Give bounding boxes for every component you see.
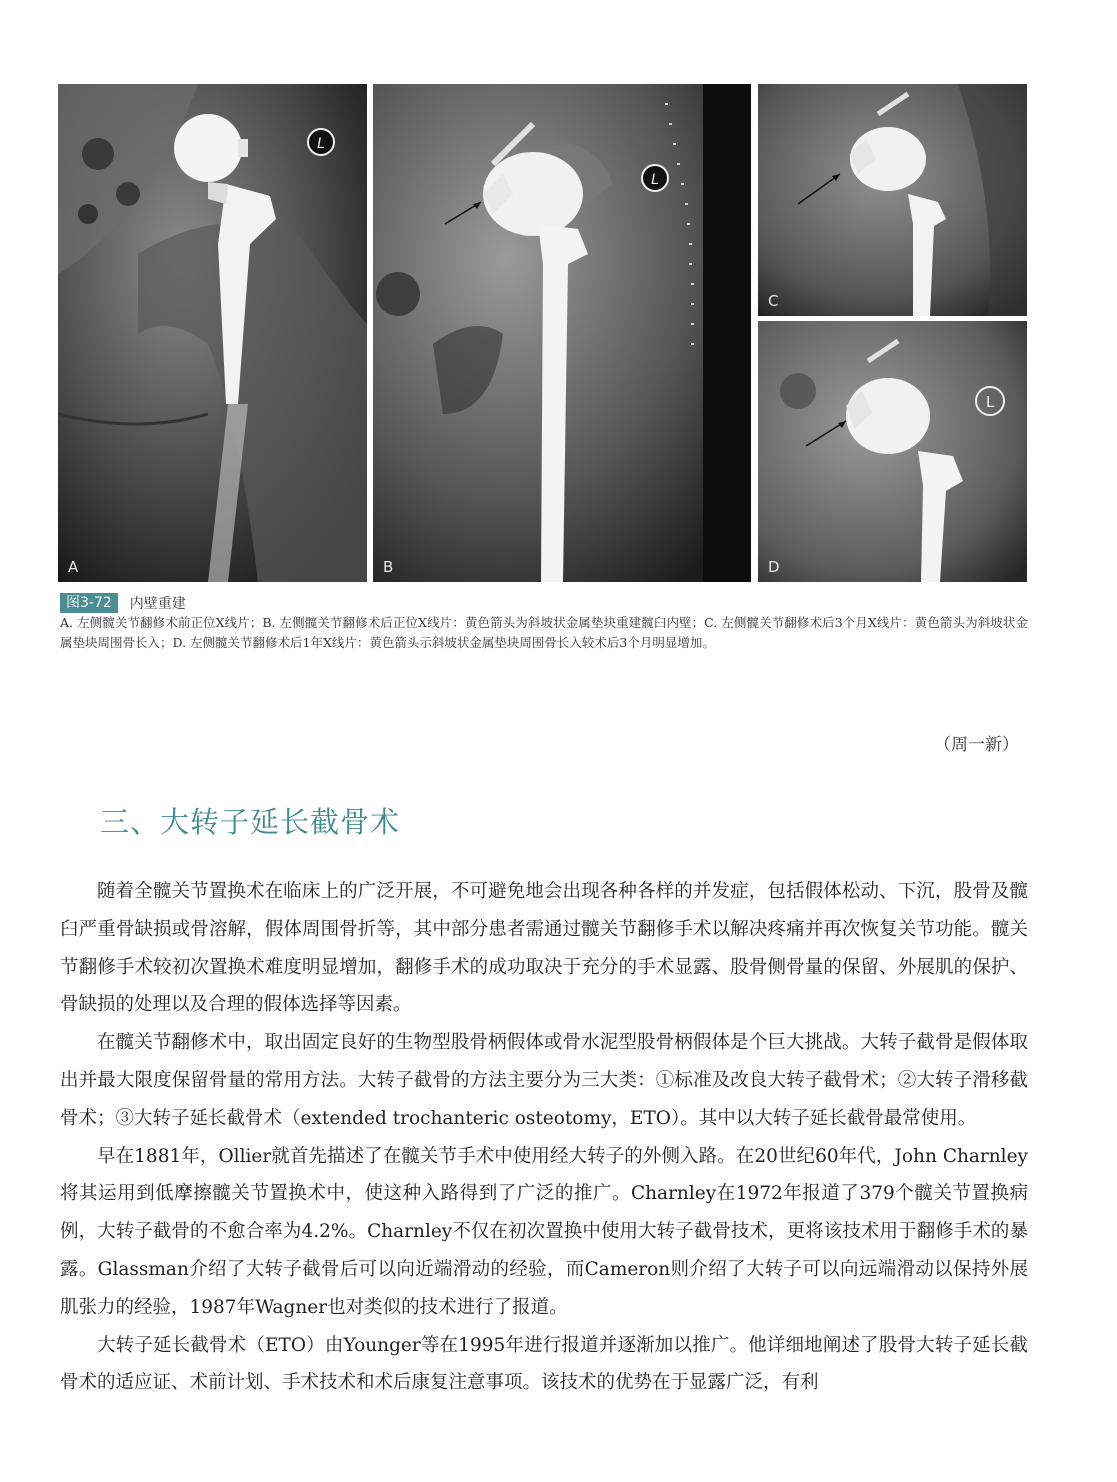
xray-image-a	[58, 84, 367, 582]
svg-text:L: L	[317, 136, 325, 152]
paragraph: 大转子延长截骨术（ETO）由Younger等在1995年进行报道并逐渐加以推广。他详细地阐述了股骨大转子延长截骨术的适应证、术前计划、手术技术和术后康复注意事项。该技术的优势在于显露广泛，有利	[60, 1334, 1028, 1394]
panel-letter-d: D	[768, 558, 780, 576]
panel-letter-c: C	[768, 292, 779, 310]
xray-image-b	[373, 84, 751, 582]
body-text	[60, 873, 1028, 1402]
figure-caption: A. 左侧髋关节翻修术前正位X线片；B. 左侧髋关节翻修术后正位X线片：黄色箭头为斜坡状金属垫块重建髋臼内壁；C. 左侧髋关节翻修术后3个月X线片：黄色箭头为斜坡状金属垫块周围骨长入；D. 左侧髋关节翻修术后1年X线片：黄色箭头示斜坡状金属垫块周围骨长入较术后3个月明显增加。	[60, 615, 1028, 650]
svg-text:L: L	[985, 393, 995, 411]
xray-panel-b	[373, 84, 751, 582]
xray-panel-c	[758, 84, 1027, 316]
xray-image-d	[758, 321, 1027, 582]
figure-number: 图3-72	[60, 593, 118, 613]
figure-caption-header	[60, 593, 186, 613]
panel-letter-a: A	[68, 558, 79, 576]
xray-panel-d	[758, 321, 1027, 582]
paragraph: 早在1881年，Ollier就首先描述了在髋关节手术中使用经大转子的外侧入路。在20世纪60年代，John Charnley将其运用到低摩擦髋关节置换术中，使这种入路得到了广泛的推广。Charnley在1972年报道了379个髋关节置换病例，大转子截骨的不愈合率为4.2%。Charnley不仅在初次置换中使用大转子截骨技术，更将该技术用于翻修手术的暴露。Glassman介绍了大转子截骨后可以向近端滑动的经验，而Cameron则介绍了大转子可以向远端滑动以保持外展肌张力的经验，1987年Wagner也对类似的技术进行了报道。	[60, 1145, 1028, 1318]
author-attribution: （周一新）	[934, 735, 1019, 755]
xray-image-c	[758, 84, 1027, 316]
paragraph: 随着全髋关节置换术在临床上的广泛开展，不可避免地会出现各种各样的并发症，包括假体松动、下沉，股骨及髋臼严重骨缺损或骨溶解，假体周围骨折等，其中部分患者需通过髋关节翻修手术以解决疼痛并再次恢复关节功能。髋关节翻修手术较初次置换术难度明显增加，翻修手术的成功取决于充分的手术显露、股骨侧骨量的保留、外展肌的保护、骨缺损的处理以及合理的假体选择等因素。	[60, 881, 1028, 1016]
panel-letter-b: B	[383, 558, 394, 576]
figure-title: 内壁重建	[129, 596, 186, 612]
paragraph: 在髋关节翻修术中，取出固定良好的生物型股骨柄假体或骨水泥型股骨柄假体是个巨大挑战。大转子截骨是假体取出并最大限度保留骨量的常用方法。大转子截骨的方法主要分为三大类：①标准及改良大转子截骨术；②大转子滑移截骨术；③大转子延长截骨术（extended trochanteric osteotomy，ETO）。其中以大转子延长截骨最常使用。	[60, 1032, 1028, 1129]
section-heading: 三、大转子延长截骨术	[100, 805, 401, 839]
xray-panel-a	[58, 84, 367, 582]
svg-text:L: L	[651, 172, 659, 188]
